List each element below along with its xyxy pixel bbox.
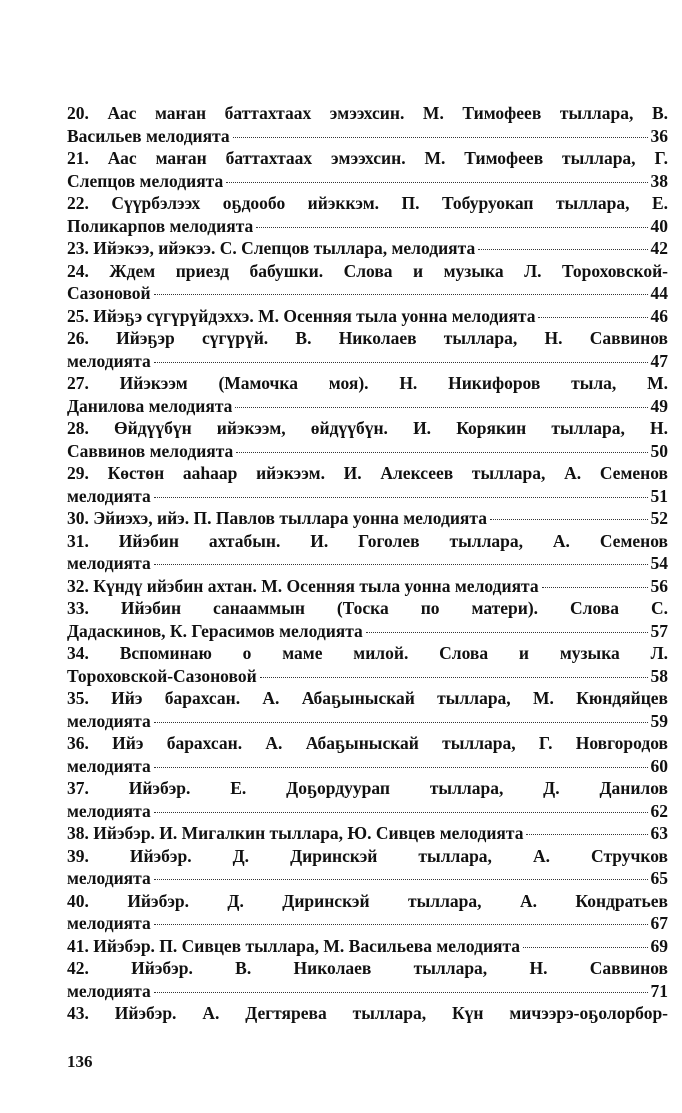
toc-entry-title-cont: Поликарпов мелодията bbox=[67, 215, 254, 236]
toc-entry-continuation bbox=[67, 980, 668, 1003]
toc-entry-page: 56 bbox=[650, 575, 668, 596]
toc-entry bbox=[67, 147, 668, 192]
toc-entry-title: 39. Ийэбэр. Д. Диринскэй тыллара, А. Стручков bbox=[67, 845, 668, 866]
toc-entry-title: 38. Ийэбэр. И. Мигалкин тыллара, Ю. Сивцев мелодията bbox=[67, 823, 524, 843]
dot-leader bbox=[260, 677, 648, 678]
toc-entry-title: 20. Аас маҥан баттахтаах эмээхсин. М. Тимофеев тыллара, В. bbox=[67, 103, 668, 123]
toc-entry-continuation bbox=[67, 440, 668, 463]
toc-entry bbox=[67, 642, 668, 687]
toc-entry bbox=[67, 305, 668, 328]
dot-leader bbox=[526, 834, 647, 835]
toc-entry-title-cont: мелодията bbox=[67, 800, 151, 821]
toc-entry-title: 40. Ийэбэр. Д. Диринскэй тыллара, А. Кондратьев bbox=[67, 890, 668, 911]
toc-entry-title: 23. Ийэкээ, ийэкээ. С. Слепцов тыллара, мелодията bbox=[67, 238, 476, 258]
toc-entry-continuation bbox=[67, 710, 668, 733]
dot-leader bbox=[523, 947, 647, 948]
toc-entry-title: 43. Ийэбэр. А. Дегтярева тыллара, Күн мичээрэ-оҕолорбор- bbox=[67, 1003, 668, 1023]
toc-entry-page: 44 bbox=[650, 283, 668, 303]
toc-entry-continuation bbox=[67, 125, 668, 148]
toc-entry bbox=[67, 462, 668, 507]
toc-entry-title-cont: Данилова мелодията bbox=[67, 395, 233, 416]
toc-entry-page: 52 bbox=[650, 508, 668, 528]
toc-entry-title-cont: Тороховской-Сазоновой bbox=[67, 665, 257, 686]
dot-leader bbox=[154, 992, 648, 993]
toc-entry-continuation bbox=[67, 665, 668, 688]
table-of-contents bbox=[67, 102, 668, 1025]
toc-entry-line bbox=[67, 237, 668, 260]
toc-entry bbox=[67, 777, 668, 822]
dot-leader bbox=[478, 249, 647, 250]
toc-entry-title: 21. Аас маҥан баттахтаах эмээхсин. М. Тимофеев тыллара, Г. bbox=[67, 148, 668, 168]
toc-entry-title: 25. Ийэҕэ сүгүрүйдэххэ. М. Осенняя тыла уонна мелодията bbox=[67, 305, 536, 326]
toc-entry bbox=[67, 845, 668, 890]
toc-entry-title-cont: Саввинов мелодията bbox=[67, 440, 234, 461]
toc-entry-page: 62 bbox=[650, 800, 668, 821]
toc-entry-page: 49 bbox=[650, 395, 668, 416]
toc-entry-page: 60 bbox=[650, 755, 668, 776]
toc-entry bbox=[67, 732, 668, 777]
dot-leader bbox=[154, 497, 648, 498]
dot-leader bbox=[235, 407, 647, 408]
toc-entry-title-cont: мелодията bbox=[67, 913, 151, 933]
toc-entry-page: 51 bbox=[650, 485, 668, 506]
toc-entry bbox=[67, 687, 668, 732]
dot-leader bbox=[154, 767, 648, 768]
toc-entry-page: 38 bbox=[650, 170, 668, 191]
toc-entry-title: 35. Ийэ барахсан. А. Абаҕыныскай тыллара, М. Кюндяйцев bbox=[67, 688, 668, 708]
toc-entry-line bbox=[67, 575, 668, 598]
toc-entry-page: 50 bbox=[650, 440, 668, 461]
toc-entry-continuation bbox=[67, 867, 668, 890]
toc-entry-title: 37. Ийэбэр. Е. Доҕордуурап тыллара, Д. Данилов bbox=[67, 778, 668, 798]
toc-entry-page: 46 bbox=[650, 305, 668, 326]
toc-entry bbox=[67, 957, 668, 1002]
toc-entry-page: 65 bbox=[650, 868, 668, 888]
toc-entry bbox=[67, 260, 668, 305]
toc-entry bbox=[67, 530, 668, 575]
dot-leader bbox=[236, 452, 647, 453]
toc-entry bbox=[67, 327, 668, 372]
toc-entry-continuation bbox=[67, 350, 668, 373]
toc-entry-title-cont: Сазоновой bbox=[67, 283, 151, 303]
toc-entry bbox=[67, 890, 668, 935]
toc-entry-title: 36. Ийэ барахсан. А. Абаҕыныскай тыллара, Г. Новгородов bbox=[67, 733, 668, 753]
toc-entry bbox=[67, 1002, 668, 1025]
toc-entry-title: 32. Күндү ийэбин ахтан. М. Осенняя тыла уонна мелодията bbox=[67, 575, 539, 596]
toc-entry-title-cont: мелодията bbox=[67, 485, 151, 506]
toc-entry-continuation bbox=[67, 485, 668, 508]
toc-entry-title: 29. Көстөн ааһаар ийэкээм. И. Алексеев тыллара, А. Семенов bbox=[67, 463, 668, 483]
toc-entry-title-cont: мелодията bbox=[67, 755, 151, 776]
toc-entry-continuation bbox=[67, 395, 668, 418]
toc-entry-title: 34. Вспоминаю о маме милой. Слова и музыка Л. bbox=[67, 643, 668, 663]
dot-leader bbox=[154, 294, 648, 295]
toc-entry bbox=[67, 507, 668, 530]
toc-entry-title-cont: мелодията bbox=[67, 710, 151, 731]
toc-entry-page: 36 bbox=[650, 125, 668, 146]
toc-entry bbox=[67, 192, 668, 237]
toc-entry bbox=[67, 935, 668, 958]
toc-entry-title-cont: мелодията bbox=[67, 868, 151, 888]
toc-entry-title: 33. Ийэбин санааммын (Тоска по матери). Слова С. bbox=[67, 598, 668, 618]
dot-leader bbox=[154, 812, 648, 813]
toc-entry bbox=[67, 372, 668, 417]
dot-leader bbox=[154, 362, 648, 363]
toc-entry-title: 22. Сүүрбэлээх оҕдообо ийэккэм. П. Тобуруокап тыллара, Е. bbox=[67, 193, 668, 213]
toc-entry-page: 59 bbox=[650, 710, 668, 731]
toc-entry-continuation bbox=[67, 912, 668, 935]
toc-entry-title: 42. Ийэбэр. В. Николаев тыллара, Н. Саввинов bbox=[67, 958, 668, 978]
dot-leader bbox=[538, 317, 647, 318]
toc-entry-page: 57 bbox=[650, 620, 668, 641]
dot-leader bbox=[233, 137, 648, 138]
toc-entry bbox=[67, 575, 668, 598]
toc-entry bbox=[67, 417, 668, 462]
dot-leader bbox=[366, 632, 648, 633]
dot-leader bbox=[542, 587, 648, 588]
toc-entry-title-cont: мелодията bbox=[67, 350, 151, 371]
toc-entry-page: 47 bbox=[650, 350, 668, 371]
toc-entry bbox=[67, 102, 668, 147]
toc-entry-page: 58 bbox=[650, 665, 668, 686]
toc-entry-line bbox=[67, 507, 668, 530]
toc-entry-title-cont: мелодията bbox=[67, 980, 151, 1001]
toc-entry-continuation bbox=[67, 282, 668, 305]
dot-leader bbox=[154, 722, 648, 723]
toc-entry-title-cont: Дадаскинов, К. Герасимов мелодията bbox=[67, 620, 363, 641]
toc-entry-line bbox=[67, 935, 668, 958]
toc-entry bbox=[67, 237, 668, 260]
toc-entry-page: 54 bbox=[650, 553, 668, 573]
toc-entry bbox=[67, 822, 668, 845]
toc-entry bbox=[67, 597, 668, 642]
toc-entry-title: 27. Ийэкээм (Мамочка моя). Н. Никифоров тыла, М. bbox=[67, 373, 668, 393]
toc-entry-continuation bbox=[67, 552, 668, 575]
toc-entry-continuation bbox=[67, 755, 668, 778]
toc-entry-continuation bbox=[67, 800, 668, 823]
toc-entry-title: 26. Ийэҕэр сүгүрүй. В. Николаев тыллара, Н. Саввинов bbox=[67, 328, 668, 348]
dot-leader bbox=[154, 924, 648, 925]
dot-leader bbox=[154, 564, 648, 565]
toc-entry-page: 71 bbox=[650, 980, 668, 1001]
toc-entry-line bbox=[67, 822, 668, 845]
toc-entry-page: 67 bbox=[650, 913, 668, 933]
toc-entry-title-cont: Слепцов мелодията bbox=[67, 170, 224, 191]
dot-leader bbox=[226, 182, 647, 183]
dot-leader bbox=[256, 227, 647, 228]
toc-entry-title: 24. Ждем приезд бабушки. Слова и музыка Л. Тороховской- bbox=[67, 260, 668, 281]
page-number: 136 bbox=[67, 1052, 93, 1071]
dot-leader bbox=[154, 879, 648, 880]
toc-entry-line bbox=[67, 305, 668, 328]
toc-entry-page: 40 bbox=[650, 215, 668, 236]
toc-entry-title-cont: Васильев мелодията bbox=[67, 125, 230, 146]
toc-entry-title: 31. Ийэбин ахтабын. И. Гоголев тыллара, А. Семенов bbox=[67, 530, 668, 551]
toc-entry-page: 69 bbox=[650, 935, 668, 956]
toc-entry-continuation bbox=[67, 215, 668, 238]
toc-entry-title: 30. Эйиэхэ, ийэ. П. Павлов тыллара уонна мелодията bbox=[67, 508, 487, 528]
toc-entry-page: 42 bbox=[650, 238, 668, 258]
toc-entry-page: 63 bbox=[650, 823, 668, 843]
toc-entry-title-cont: мелодията bbox=[67, 553, 151, 573]
toc-entry-continuation bbox=[67, 620, 668, 643]
toc-entry-continuation bbox=[67, 170, 668, 193]
toc-entry-title: 28. Өйдүүбүн ийэкээм, өйдүүбүн. И. Корякин тыллара, Н. bbox=[67, 418, 668, 438]
toc-entry-title: 41. Ийэбэр. П. Сивцев тыллара, М. Васильева мелодията bbox=[67, 935, 521, 956]
dot-leader bbox=[490, 519, 648, 520]
